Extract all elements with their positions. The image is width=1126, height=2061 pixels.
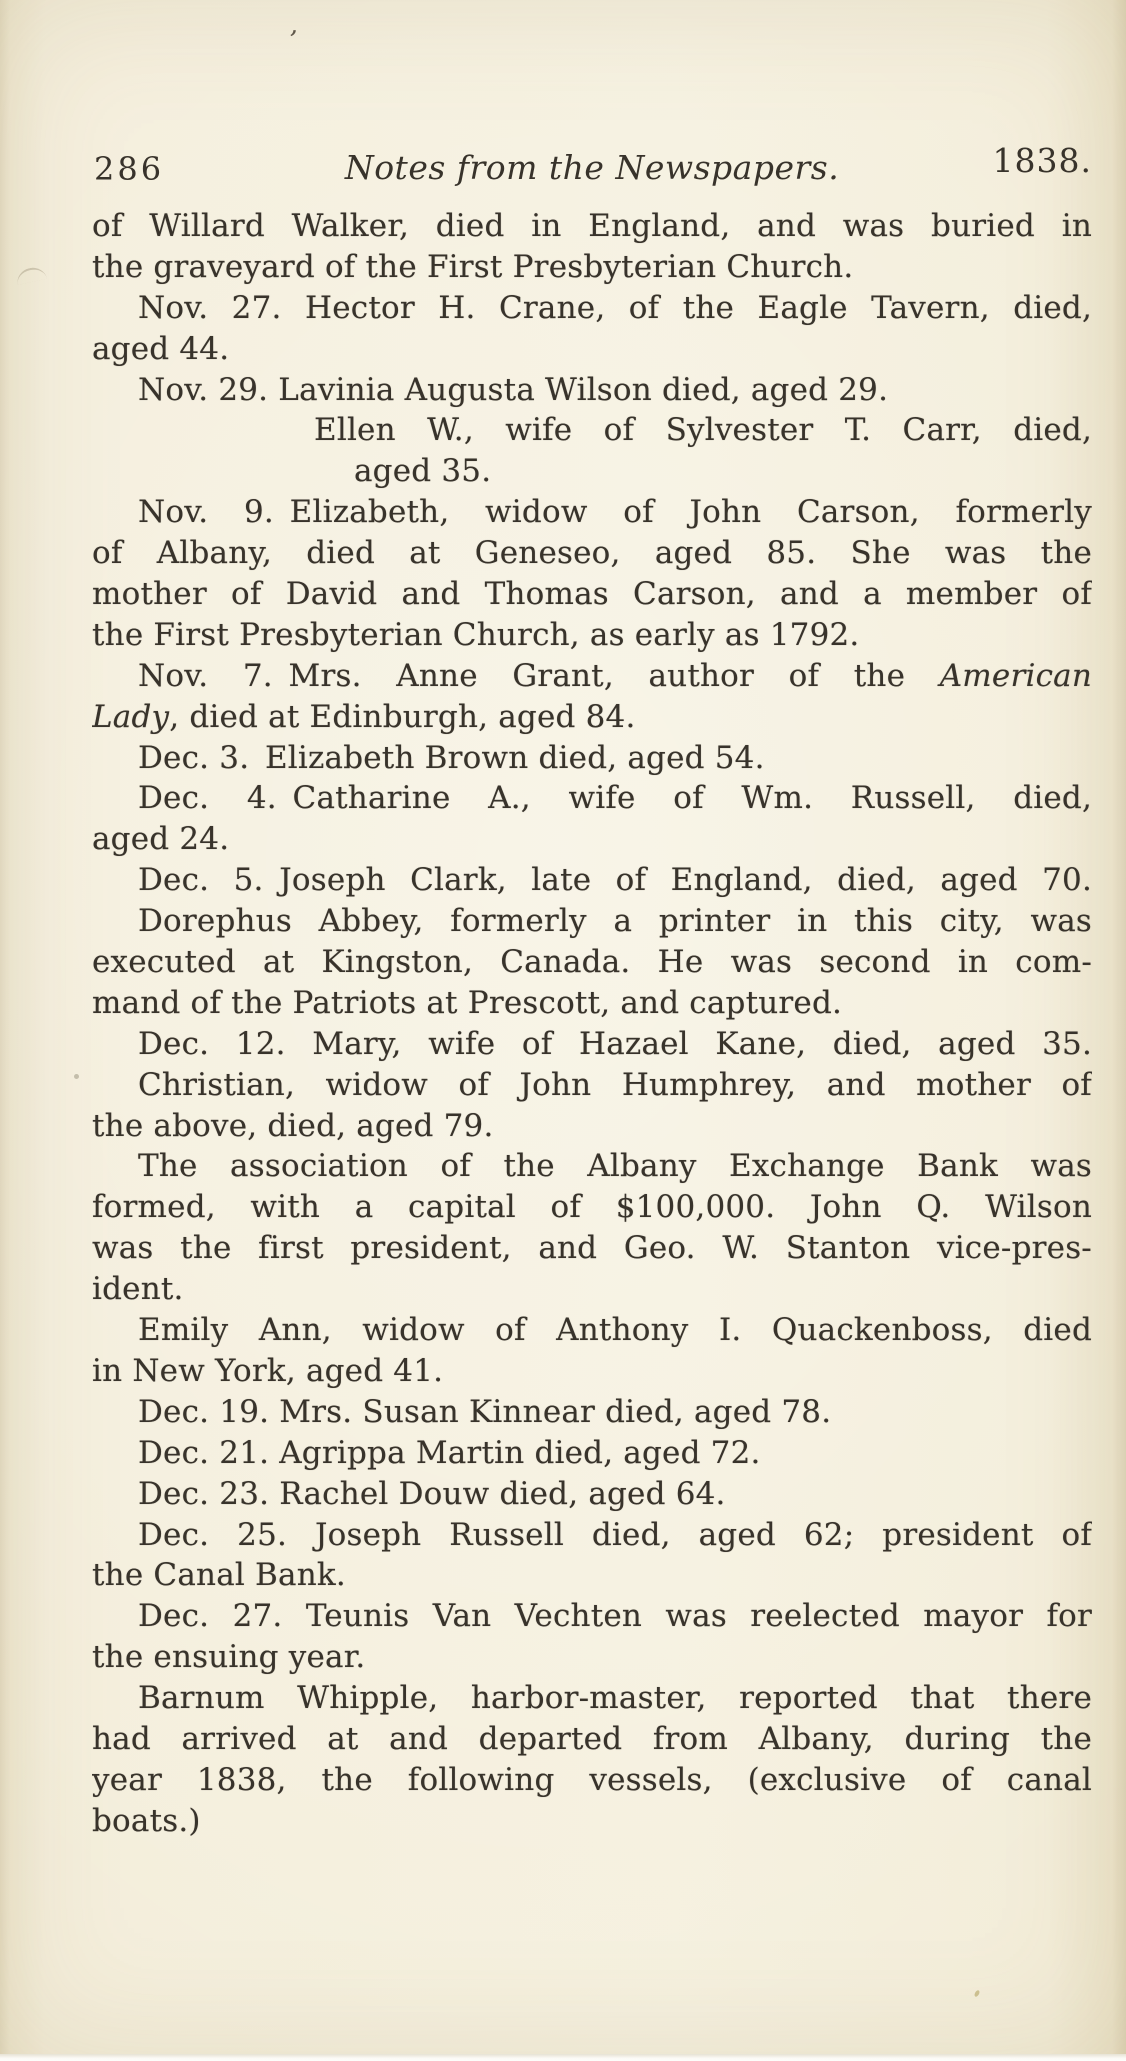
line-text: aged 24. xyxy=(92,821,230,858)
line-text: Dorephus Abbey, formerly a printer in this city, was xyxy=(138,903,1092,940)
line-text: Emily Ann, widow of Anthony I. Quackenboss, died xyxy=(138,1312,1092,1349)
text-line xyxy=(92,1678,1092,1719)
line-text: Nov. 7. Mrs. Anne Grant, author of the xyxy=(138,657,940,694)
text-line xyxy=(92,1024,1092,1065)
line-text: the graveyard of the First Presbyterian Church. xyxy=(92,248,854,285)
line-text: mother of David and Thomas Carson, and a member of xyxy=(92,576,1092,613)
body-text xyxy=(92,206,1092,1842)
text-line xyxy=(92,1515,1092,1556)
text-line xyxy=(92,1474,1092,1515)
text-line xyxy=(92,615,1092,656)
scan-scratch xyxy=(15,265,47,285)
line-text: in New York, aged 41. xyxy=(92,1352,444,1389)
line-text: ident. xyxy=(92,1271,184,1308)
line-text: Ellen W., wife of Sylvester T. Carr, died, xyxy=(314,412,1092,449)
line-text: , died at Edinburgh, aged 84. xyxy=(169,698,636,735)
scan-speck-mark: , xyxy=(288,9,302,41)
text-line xyxy=(92,370,1092,411)
text-line xyxy=(92,1555,1092,1596)
text-line xyxy=(92,1433,1092,1474)
text-line xyxy=(92,1106,1092,1147)
text-line xyxy=(92,1596,1092,1637)
text-line xyxy=(92,1269,1092,1310)
text-line xyxy=(92,1801,1092,1842)
line-text: aged 44. xyxy=(92,330,230,367)
text-line xyxy=(92,1719,1092,1760)
text-line xyxy=(92,1146,1092,1187)
scan-bottom-edge xyxy=(0,2054,1126,2061)
line-text: had arrived at and departed from Albany, during the xyxy=(92,1720,1092,1757)
text-line xyxy=(92,1228,1092,1269)
line-text: boats.) xyxy=(92,1802,201,1839)
text-line xyxy=(92,901,1092,942)
running-title: Notes from the Newspapers. xyxy=(344,148,840,187)
text-line xyxy=(92,860,1092,901)
text-line xyxy=(92,574,1092,615)
header-year: 1838. xyxy=(992,141,1092,180)
text-line xyxy=(92,778,1092,819)
text-line xyxy=(92,656,1092,697)
text-line xyxy=(92,247,1092,288)
text-line xyxy=(92,1065,1092,1106)
text-line xyxy=(92,1187,1092,1228)
line-text: Christian, widow of John Humphrey, and mother of xyxy=(138,1066,1092,1103)
line-text: the above, died, aged 79. xyxy=(92,1107,494,1144)
line-text: Dec. 25. Joseph Russell died, aged 62; president of xyxy=(138,1516,1092,1553)
italic-text: Lady xyxy=(92,698,170,735)
line-text: of Willard Walker, died in England, and was buried in xyxy=(92,208,1092,244)
text-line xyxy=(92,697,1092,738)
left-edge-shade xyxy=(0,0,10,2061)
line-text: Dec. 21. Agrippa Martin died, aged 72. xyxy=(138,1434,761,1471)
line-text: Dec. 12. Mary, wife of Hazael Kane, died, aged 35. xyxy=(138,1025,1092,1062)
line-text: Dec. 23. Rachel Douw died, aged 64. xyxy=(138,1475,726,1512)
scan-speck xyxy=(74,1074,79,1079)
page-number: 286 xyxy=(94,150,165,188)
right-edge-shade xyxy=(1112,0,1126,2061)
text-line xyxy=(92,1392,1092,1433)
text-line xyxy=(92,288,1092,329)
line-text: Barnum Whipple, harbor-master, reported that there xyxy=(138,1680,1092,1717)
text-line xyxy=(92,819,1092,860)
text-line xyxy=(92,1760,1092,1801)
line-text: Nov. 29. Lavinia Augusta Wilson died, aged 29. xyxy=(138,371,889,408)
scan-speck xyxy=(974,1989,981,1997)
text-line xyxy=(92,1351,1092,1392)
running-header xyxy=(92,143,1092,191)
line-text: aged 35. xyxy=(354,453,492,490)
text-line xyxy=(92,533,1092,574)
line-text: executed at Kingston, Canada. He was second in com- xyxy=(92,944,1092,981)
line-text: of Albany, died at Geneseo, aged 85. She was the xyxy=(92,535,1092,572)
line-text: the ensuing year. xyxy=(92,1639,366,1676)
line-text: year 1838, the following vessels, (exclusive of canal xyxy=(92,1761,1092,1798)
line-text: Dec. 27. Teunis Van Vechten was reelected mayor for xyxy=(138,1598,1092,1635)
line-text: the First Presbyterian Church, as early as 1792. xyxy=(92,616,860,653)
line-text: Dec. 19. Mrs. Susan Kinnear died, aged 78. xyxy=(138,1393,832,1430)
text-line xyxy=(92,492,1092,533)
line-text: Nov. 27. Hector H. Crane, of the Eagle Tavern, died, xyxy=(138,289,1092,326)
text-line xyxy=(92,451,1092,492)
text-line xyxy=(92,738,1092,779)
line-text: the Canal Bank. xyxy=(92,1557,346,1594)
line-text: mand of the Patriots at Prescott, and captured. xyxy=(92,984,843,1021)
line-text: was the first president, and Geo. W. Stanton vice-pres- xyxy=(92,1230,1092,1267)
text-line xyxy=(92,410,1092,451)
italic-text: American xyxy=(939,657,1092,694)
text-line xyxy=(92,942,1092,983)
line-text: Nov. 9. Elizabeth, widow of John Carson, formerly xyxy=(138,494,1092,531)
line-text: Dec. 5. Joseph Clark, late of England, died, aged 70. xyxy=(138,862,1092,899)
text-line xyxy=(92,983,1092,1024)
text-line xyxy=(92,329,1092,370)
text-line xyxy=(92,206,1092,247)
line-text: formed, with a capital of $100,000. John Q. Wilson xyxy=(92,1189,1092,1226)
line-text: Dec. 4. Catharine A., wife of Wm. Russell, died, xyxy=(138,780,1092,817)
line-text: Dec. 3. Elizabeth Brown died, aged 54. xyxy=(138,739,765,776)
text-line xyxy=(92,1637,1092,1678)
line-text: The association of the Albany Exchange Bank was xyxy=(138,1148,1092,1185)
text-line xyxy=(92,1310,1092,1351)
